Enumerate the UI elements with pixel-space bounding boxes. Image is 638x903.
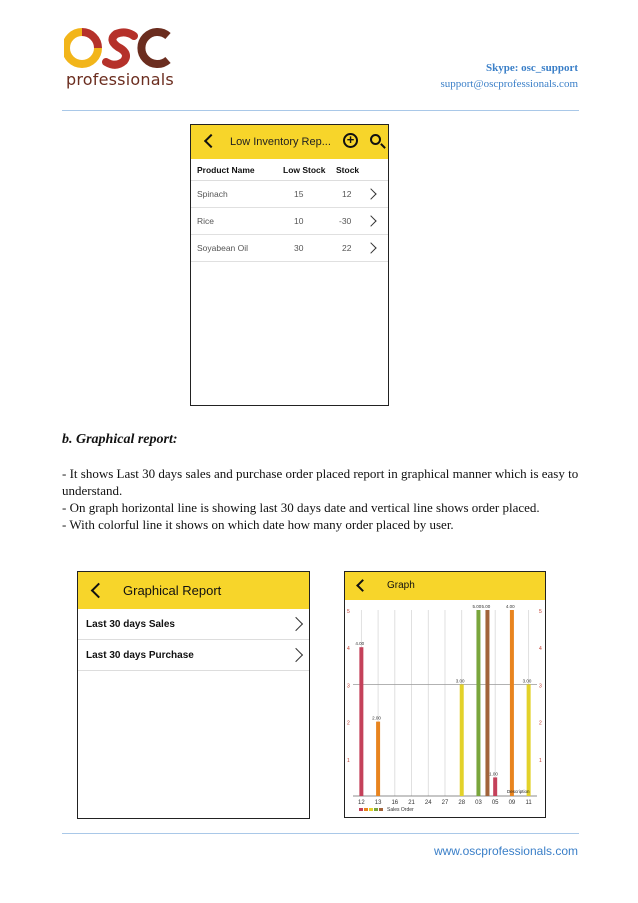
graph-screenshot — [344, 571, 546, 818]
graph-appbar — [345, 572, 545, 600]
low-stock-value: 10 — [294, 216, 304, 226]
bar-value-label: 3.00 — [455, 678, 465, 684]
chevron-right-icon[interactable] — [365, 242, 376, 253]
back-arrow-icon[interactable] — [91, 583, 107, 599]
low-stock-value: 15 — [294, 189, 304, 199]
column-product-name: Product Name — [197, 165, 255, 175]
graphical-appbar — [78, 572, 309, 609]
legend-swatch — [359, 808, 363, 811]
x-tick-label: 03 — [475, 800, 482, 806]
x-tick-label: 27 — [441, 800, 449, 806]
stock-value: 22 — [342, 243, 352, 253]
y-tick-label: 1 — [539, 757, 542, 764]
y-tick-label: 5 — [539, 609, 542, 615]
y-tick-label: 4 — [539, 646, 542, 653]
menu-item-purchase[interactable] — [78, 640, 309, 671]
description-line: - It shows Last 30 days sales and purchase order placed report in graphical manner which is easy to understand. — [62, 466, 579, 498]
chart-bar — [376, 722, 380, 796]
contact-block — [440, 60, 578, 92]
chevron-right-icon[interactable] — [365, 188, 376, 199]
chart-bar — [485, 610, 489, 796]
legend-swatch — [364, 808, 368, 811]
y-tick-label: 3 — [347, 683, 350, 690]
chart-bar — [476, 610, 480, 796]
menu-item-label: Last 30 days Purchase — [86, 650, 194, 661]
x-tick-label: 21 — [408, 800, 415, 806]
graphical-report-screenshot — [77, 571, 310, 819]
inventory-row[interactable] — [191, 181, 388, 208]
bar-value-label: 5.00 — [481, 604, 491, 609]
chevron-right-icon[interactable] — [289, 617, 303, 631]
stock-value: 12 — [342, 189, 352, 199]
footer-url[interactable]: www.oscprofessionals.com — [433, 844, 578, 858]
chart-annotation: Description — [507, 789, 530, 794]
description-line: - With colorful line it shows on which date how many order placed by user. — [62, 517, 454, 532]
column-stock: Stock — [336, 165, 360, 175]
menu-item-label: Last 30 days Sales — [86, 619, 175, 630]
inventory-appbar — [191, 125, 388, 159]
section-description — [62, 465, 582, 533]
x-tick-label: 09 — [508, 800, 516, 806]
chart-bar — [510, 610, 514, 796]
graphical-title: Graphical Report — [123, 583, 222, 598]
y-tick-label: 4 — [347, 646, 350, 653]
brand-text: professionals — [66, 70, 174, 89]
inventory-row[interactable] — [191, 208, 388, 235]
x-tick-label: 12 — [358, 800, 365, 806]
x-tick-label: 13 — [374, 800, 382, 806]
y-tick-label: 5 — [347, 609, 350, 615]
legend-swatch — [379, 808, 383, 811]
y-tick-label: 1 — [347, 757, 350, 764]
bar-value-label: 2.00 — [372, 715, 381, 721]
x-tick-label: 24 — [424, 800, 432, 806]
graph-title: Graph — [387, 580, 415, 591]
search-icon[interactable] — [370, 134, 381, 145]
chart-bar — [527, 684, 531, 796]
skype-contact: Skype: osc_support — [486, 62, 578, 74]
stock-value: -30 — [339, 216, 352, 226]
legend-swatch — [369, 808, 373, 811]
product-name: Soyabean Oil — [197, 243, 249, 253]
chart-bar — [460, 684, 464, 796]
legend-swatch — [374, 808, 378, 811]
bar-value-label: 5.00 — [472, 604, 482, 609]
bar-value-label: 1.00 — [489, 771, 498, 777]
footer-divider — [62, 833, 579, 834]
section-heading: b. Graphical report: — [62, 432, 178, 447]
back-arrow-icon[interactable] — [204, 134, 218, 148]
chevron-right-icon[interactable] — [289, 648, 303, 662]
product-name: Rice — [197, 216, 215, 226]
menu-item-sales[interactable] — [78, 609, 309, 640]
low-stock-value: 30 — [294, 243, 304, 253]
product-name: Spinach — [197, 189, 228, 199]
bar-value-label: 3.00 — [522, 678, 532, 684]
y-tick-label: 2 — [347, 720, 350, 727]
x-tick-label: 16 — [391, 800, 399, 806]
x-tick-label: 11 — [525, 800, 532, 806]
x-tick-label: 05 — [491, 800, 499, 806]
inventory-title: Low Inventory Rep... — [230, 136, 331, 148]
y-tick-label: 2 — [539, 720, 542, 727]
bar-value-label: 4.00 — [505, 604, 515, 609]
inventory-table-header — [191, 159, 388, 181]
chart-bar — [493, 777, 497, 796]
low-inventory-screenshot — [190, 124, 389, 406]
chart-bar — [359, 647, 363, 796]
back-arrow-icon[interactable] — [356, 579, 369, 592]
header-divider — [62, 110, 579, 111]
chevron-right-icon[interactable] — [365, 215, 376, 226]
legend-label: Sales Order — [387, 807, 414, 813]
add-icon[interactable]: + — [343, 133, 358, 148]
inventory-row[interactable] — [191, 235, 388, 262]
bar-value-label: 4.00 — [355, 641, 365, 647]
description-line: - On graph horizontal line is showing last 30 days date and vertical line shows order placed. — [62, 500, 540, 515]
order-chart — [345, 600, 545, 817]
y-tick-label: 3 — [539, 683, 542, 690]
x-tick-label: 28 — [458, 800, 466, 806]
email-contact[interactable]: support@oscprofessionals.com — [440, 78, 578, 90]
column-low-stock: Low Stock — [283, 165, 326, 175]
